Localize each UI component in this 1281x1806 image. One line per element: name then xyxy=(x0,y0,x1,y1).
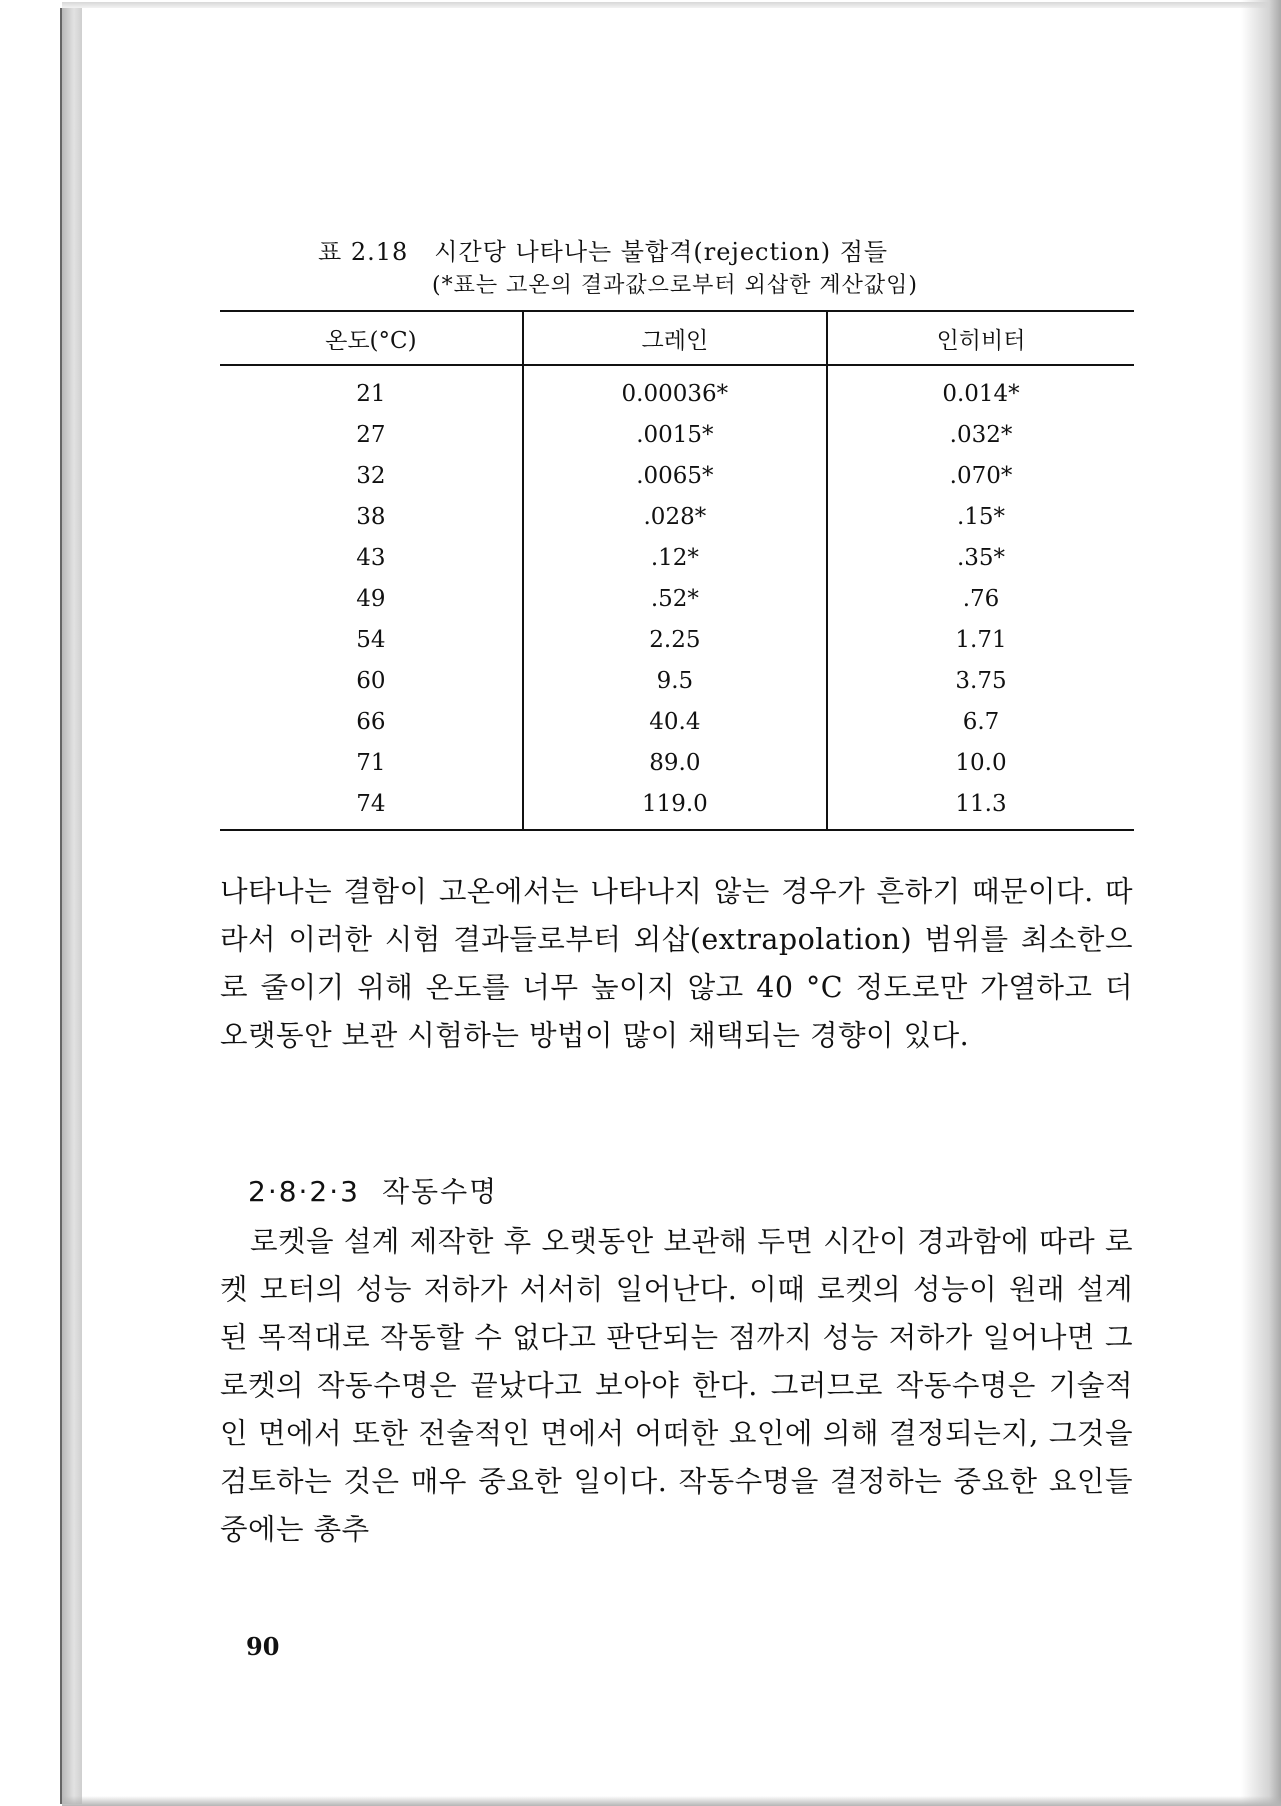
cell-inhibitor: 3.75 xyxy=(955,667,1007,694)
cell-inhibitor: .15* xyxy=(956,503,1006,530)
table-row xyxy=(220,414,1134,455)
cell-inhibitor: 11.3 xyxy=(827,783,1134,830)
cell-inhibitor: .032* xyxy=(949,421,1013,448)
table-caption-title: 시간당 나타나는 불합격(rejection) 점들 xyxy=(434,238,889,266)
body-paragraph-1: 나타나는 결함이 고온에서는 나타나지 않는 경우가 흔하기 때문이다. 따라서 이러한 시험 결과들로부터 외삽(extrapolation) 범위를 최소한으로 줄이기 위해 온도를 너무 높이지 않고 40 °C 정도로만 가열하고 더 오랫동안 보관 시험하는 방법이 많이 채택되는 경향이 있다. xyxy=(220,875,1133,1052)
cell-grain: .0065* xyxy=(523,455,827,496)
cell-grain: 89.0 xyxy=(523,742,827,783)
table-row xyxy=(220,578,1134,619)
cell-temperature: 21 xyxy=(356,380,386,407)
table-row xyxy=(220,455,1134,496)
cell-inhibitor: 10.0 xyxy=(955,749,1007,776)
table-row xyxy=(220,537,1134,578)
cell-inhibitor: 6.7 xyxy=(962,708,1000,735)
cell-temperature: 49 xyxy=(356,585,386,612)
table-row xyxy=(220,701,1134,742)
header-temperature: 온도(°C) xyxy=(220,311,523,365)
section-number: 2·8·2·3 xyxy=(248,1175,360,1208)
header-inhibitor: 인히비터 xyxy=(827,311,1134,365)
cell-inhibitor: .070* xyxy=(949,462,1013,489)
cell-grain: 2.25 xyxy=(523,619,827,660)
cell-grain: .52* xyxy=(523,578,827,619)
table-row xyxy=(220,619,1134,660)
section-title: 작동수명 xyxy=(381,1175,499,1208)
cell-grain: .028* xyxy=(523,496,827,537)
body-paragraph-2: 로켓을 설계 제작한 후 오랫동안 보관해 두면 시간이 경과함에 따라 로켓 모터의 성능 저하가 서서히 일어난다. 이때 로켓의 성능이 원래 설계된 목적대로 작동할 수 없다고 판단되는 점까지 성능 저하가 일어나면 그 로켓의 작동수명은 끝났다고 보아야 한다. 그러므로 작동수명은 기술적인 면에서 또한 전술적인 면에서 어떠한 요인에 의해 결정되는지, 그것을 검토하는 것은 매우 중요한 일이다. 작동수명을 결정하는 중요한 요인들 중에는 총추 xyxy=(220,1225,1133,1546)
page-bottom-shadow xyxy=(62,1796,1281,1806)
cell-inhibitor: 1.71 xyxy=(955,626,1007,653)
table-row xyxy=(220,742,1134,783)
cell-temperature: 74 xyxy=(220,783,523,830)
cell-temperature: 60 xyxy=(356,667,386,694)
table-row xyxy=(220,365,1134,414)
page-number: 90 xyxy=(246,1632,280,1661)
table-header-row xyxy=(220,311,1134,365)
cell-inhibitor: 0.014* xyxy=(942,380,1020,407)
table-caption-note: (*표는 고온의 결과값으로부터 외삽한 계산값임) xyxy=(432,273,918,298)
table-row xyxy=(220,660,1134,701)
table-caption xyxy=(318,232,888,267)
cell-grain: 0.00036* xyxy=(523,365,827,414)
header-grain: 그레인 xyxy=(523,311,827,365)
cell-inhibitor: .76 xyxy=(962,585,1000,612)
book-top-edge xyxy=(62,2,1272,8)
cell-temperature: 43 xyxy=(356,544,386,571)
cell-inhibitor: .35* xyxy=(956,544,1006,571)
cell-temperature: 54 xyxy=(356,626,386,653)
cell-temperature: 32 xyxy=(356,462,386,489)
table-row xyxy=(220,496,1134,537)
rejection-table xyxy=(220,310,1134,831)
cell-temperature: 38 xyxy=(356,503,386,530)
cell-grain: 40.4 xyxy=(523,701,827,742)
cell-temperature: 71 xyxy=(356,749,386,776)
cell-grain: 119.0 xyxy=(523,783,827,830)
cell-grain: .12* xyxy=(523,537,827,578)
cell-grain: .0015* xyxy=(523,414,827,455)
cell-temperature: 27 xyxy=(356,421,386,448)
cell-grain: 9.5 xyxy=(523,660,827,701)
page-edge-shadow xyxy=(1241,0,1281,1806)
table-row xyxy=(220,783,1134,830)
book-spine xyxy=(60,8,82,1804)
section-heading xyxy=(248,1170,498,1210)
cell-temperature: 66 xyxy=(356,708,386,735)
table-caption-label: 표 2.18 xyxy=(318,238,409,266)
